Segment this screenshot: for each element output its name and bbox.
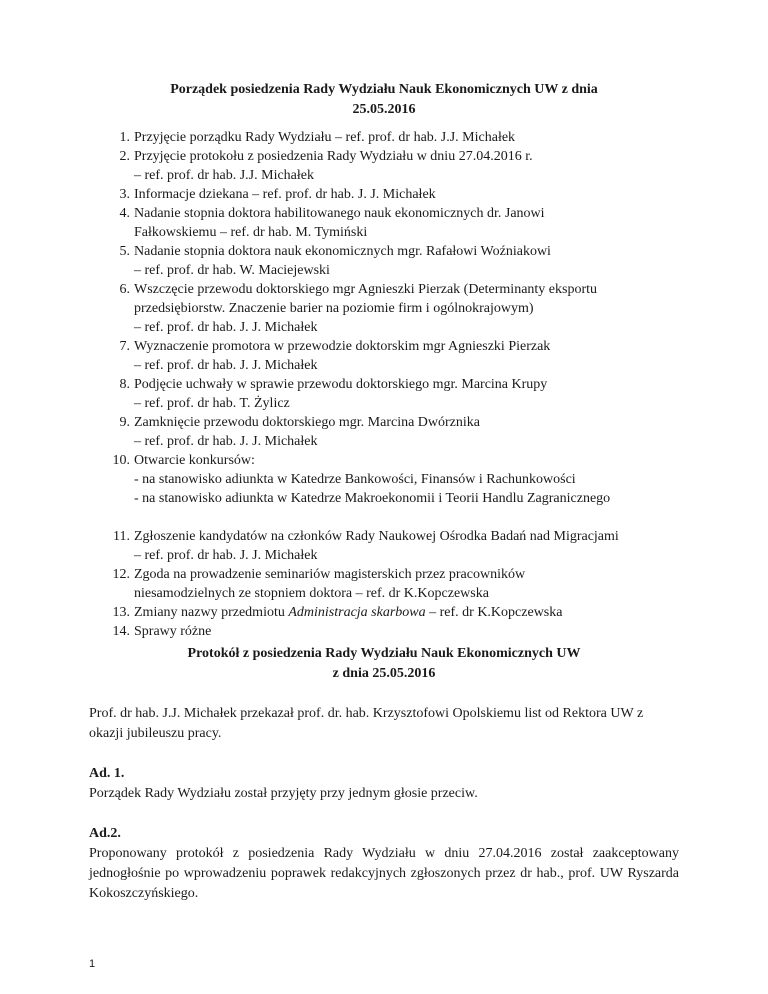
- agenda-item: [108, 375, 708, 413]
- agenda-item-number: 8.: [119, 377, 130, 392]
- agenda-item-part-after: – ref. dr K.Kopczewska: [425, 605, 563, 620]
- agenda-item-line: – ref. prof. dr hab. J.J. Michałek: [134, 168, 315, 183]
- agenda-item-line: Zgłoszenie kandydatów na członków Rady Naukowej Ośrodka Badań nad Migracjami: [134, 529, 619, 544]
- agenda-item-line: – ref. prof. dr hab. J. J. Michałek: [134, 358, 318, 373]
- agenda-item-number: 1.: [119, 130, 130, 145]
- agenda-item-line: – ref. prof. dr hab. J. J. Michałek: [134, 320, 318, 335]
- page-number: 1: [89, 958, 96, 970]
- agenda-item-part-before: Zmiany nazwy przedmiotu: [134, 605, 289, 620]
- agenda-item: [108, 603, 708, 622]
- agenda-item-number: 7.: [119, 339, 130, 354]
- agenda-item-number: 2.: [119, 149, 130, 164]
- agenda-item-line: Zamknięcie przewodu doktorskiego mgr. Marcina Dwórznika: [134, 415, 481, 430]
- agenda-item-line: niesamodzielnych ze stopniem doktora – ref. dr K.Kopczewska: [134, 586, 489, 601]
- agenda-item-line: Przyjęcie protokołu z posiedzenia Rady Wydziału w dniu 27.04.2016 r.: [134, 149, 533, 164]
- agenda-item: [108, 451, 708, 508]
- agenda-item-line: Nadanie stopnia doktora nauk ekonomicznych mgr. Rafałowi Woźniakowi: [134, 244, 551, 259]
- ad1-heading: Ad. 1.: [89, 766, 125, 781]
- agenda-item: [108, 128, 708, 147]
- agenda-item-line: Wyznaczenie promotora w przewodzie doktorskim mgr Agnieszki Pierzak: [134, 339, 551, 354]
- agenda-item-line: – ref. prof. dr hab. W. Maciejewski: [134, 263, 330, 278]
- agenda-item: [108, 565, 708, 603]
- agenda-item-line: Podjęcie uchwały w sprawie przewodu doktorskiego mgr. Marcina Krupy: [134, 377, 548, 392]
- agenda-item-number: 10.: [112, 453, 130, 468]
- agenda-item-line: Otwarcie konkursów:: [134, 453, 255, 468]
- agenda-item-number: 9.: [119, 415, 130, 430]
- agenda-item-number: 5.: [119, 244, 130, 259]
- agenda-item-number: 11.: [113, 529, 130, 544]
- protocol-title: [80, 644, 688, 684]
- ad2-text: Proponowany protokół z posiedzenia Rady Wydziału w dniu 27.04.2016 został zaakceptowany jednogłośnie po wprowadzeniu poprawek redakcyjnych zgłoszonych przez dr hab., prof. UW Ryszarda Kokoszczyńskiego.: [89, 846, 679, 901]
- agenda-item: [108, 413, 708, 451]
- agenda-title-line2: 25.05.2016: [352, 102, 416, 117]
- ad1-text: Porządek Rady Wydziału został przyjęty przy jednym głosie przeciw.: [89, 786, 478, 801]
- agenda-item-number: 12.: [112, 567, 130, 582]
- agenda-item-line: [134, 603, 708, 622]
- agenda-item-line: – ref. prof. dr hab. J. J. Michałek: [134, 434, 318, 449]
- agenda-item-line: - na stanowisko adiunkta w Katedrze Bankowości, Finansów i Rachunkowości: [134, 472, 576, 487]
- agenda-title-line1: Porządek posiedzenia Rady Wydziału Nauk Ekonomicznych UW z dnia: [170, 82, 598, 97]
- agenda-item: [108, 242, 708, 280]
- agenda-item-line: Nadanie stopnia doktora habilitowanego nauk ekonomicznych dr. Janowi: [134, 206, 545, 221]
- agenda-item-line: przedsiębiorstw. Znaczenie barier na poziomie firm i ogólnokrajowym): [134, 301, 534, 316]
- agenda-item: [108, 185, 708, 204]
- agenda-item: [108, 527, 708, 565]
- protocol-title-line2: z dnia 25.05.2016: [332, 666, 436, 681]
- agenda-item-number: 14.: [112, 624, 130, 639]
- agenda-item-line: – ref. prof. dr hab. J. J. Michałek: [134, 548, 318, 563]
- agenda-item: [108, 337, 708, 375]
- protocol-intro: Prof. dr hab. J.J. Michałek przekazał prof. dr. hab. Krzysztofowi Opolskiemu list od Rektora UW z okazji jubileuszu pracy.: [89, 706, 644, 741]
- agenda-item-number: 3.: [119, 187, 130, 202]
- agenda-item-line: – ref. prof. dr hab. T. Żylicz: [134, 396, 290, 411]
- agenda-item-number: 6.: [119, 282, 130, 297]
- ad2-heading: Ad.2.: [89, 826, 121, 841]
- protocol-title-line1: Protokół z posiedzenia Rady Wydziału Nauk Ekonomicznych UW: [187, 646, 581, 661]
- agenda-title: [80, 80, 688, 120]
- agenda-item-line: Wszczęcie przewodu doktorskiego mgr Agnieszki Pierzak (Determinanty eksportu: [134, 282, 598, 297]
- agenda-item-part-italic: Administracja skarbowa: [288, 605, 426, 620]
- agenda-item: [108, 147, 708, 185]
- agenda-item-number: 13.: [112, 605, 130, 620]
- agenda-item-line: Przyjęcie porządku Rady Wydziału – ref. prof. dr hab. J.J. Michałek: [134, 130, 516, 145]
- agenda-item-line: Zgoda na prowadzenie seminariów magisterskich przez pracowników: [134, 567, 526, 582]
- agenda-item-line: Informacje dziekana – ref. prof. dr hab. J. J. Michałek: [134, 187, 436, 202]
- agenda-item-number: 4.: [119, 206, 130, 221]
- agenda-item: [108, 280, 708, 337]
- agenda-item-line: Fałkowskiemu – ref. dr hab. M. Tymiński: [134, 225, 368, 240]
- agenda-item: [108, 622, 708, 641]
- agenda-item-line: Sprawy różne: [134, 624, 212, 639]
- agenda-item-line: - na stanowisko adiunkta w Katedrze Makroekonomii i Teorii Handlu Zagranicznego: [134, 491, 611, 506]
- agenda-item: [108, 204, 708, 242]
- agenda-list: [108, 128, 708, 641]
